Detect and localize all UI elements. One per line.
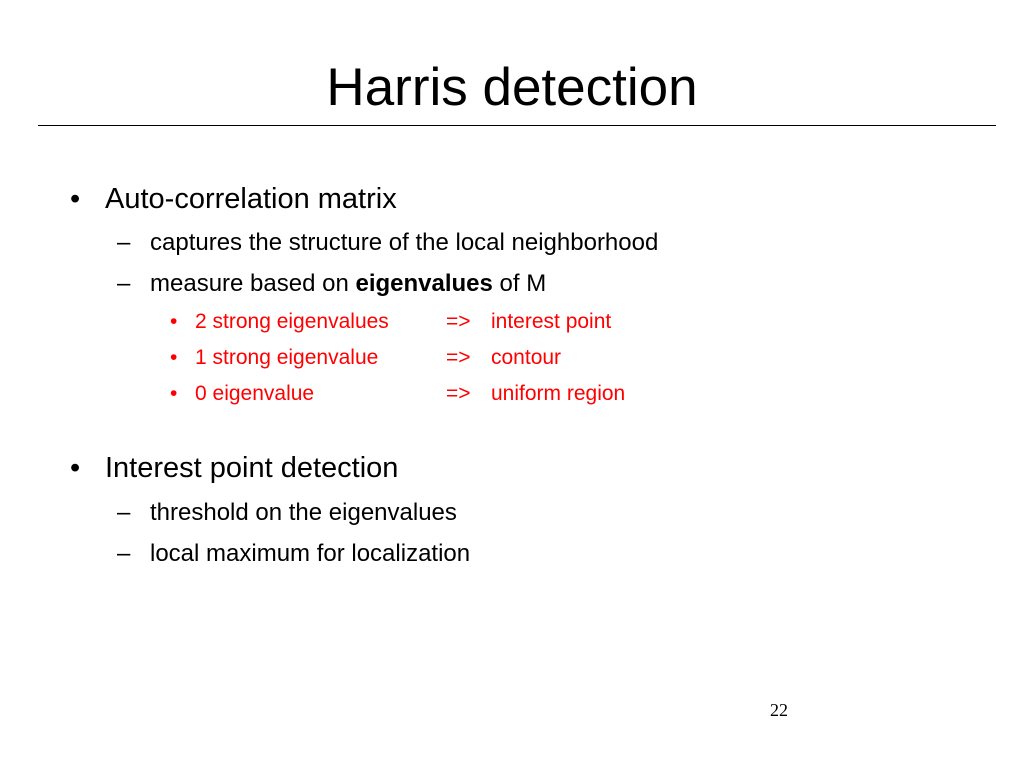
sub-bullet-text: local maximum for localization: [150, 540, 471, 567]
title-divider: [38, 125, 996, 126]
bullet-text: Auto-correlation matrix: [105, 183, 397, 215]
dash-marker: –: [117, 499, 131, 526]
case-result: contour: [491, 346, 562, 369]
sub-bullet-text: [150, 269, 546, 299]
slide-title: Harris detection: [326, 58, 698, 117]
bullet-marker: •: [70, 183, 81, 215]
bullet-marker: •: [170, 310, 178, 333]
text-before: measure based on: [150, 270, 356, 297]
case-result: uniform region: [491, 382, 626, 405]
case-label: 2 strong eigenvalues: [195, 310, 389, 333]
dash-marker: –: [117, 270, 131, 297]
emphasis-eigenvalues: eigenvalues: [355, 270, 493, 297]
sub-bullet-text: threshold on the eigenvalues: [150, 499, 457, 526]
dash-marker: –: [117, 229, 131, 256]
implies-arrow: =>: [446, 310, 471, 333]
bullet-text: Interest point detection: [105, 452, 399, 484]
implies-arrow: =>: [446, 382, 471, 405]
implies-arrow: =>: [446, 346, 471, 369]
case-label: 1 strong eigenvalue: [195, 346, 379, 369]
text-after: of M: [492, 270, 547, 297]
bullet-marker: •: [170, 382, 178, 405]
bullet-marker: •: [70, 452, 81, 484]
bullet-marker: •: [170, 346, 178, 369]
case-result: interest point: [491, 310, 612, 333]
case-label: 0 eigenvalue: [195, 382, 315, 405]
page-number: 22: [770, 700, 788, 720]
dash-marker: –: [117, 540, 131, 567]
sub-bullet-text: captures the structure of the local neighborhood: [150, 229, 659, 256]
